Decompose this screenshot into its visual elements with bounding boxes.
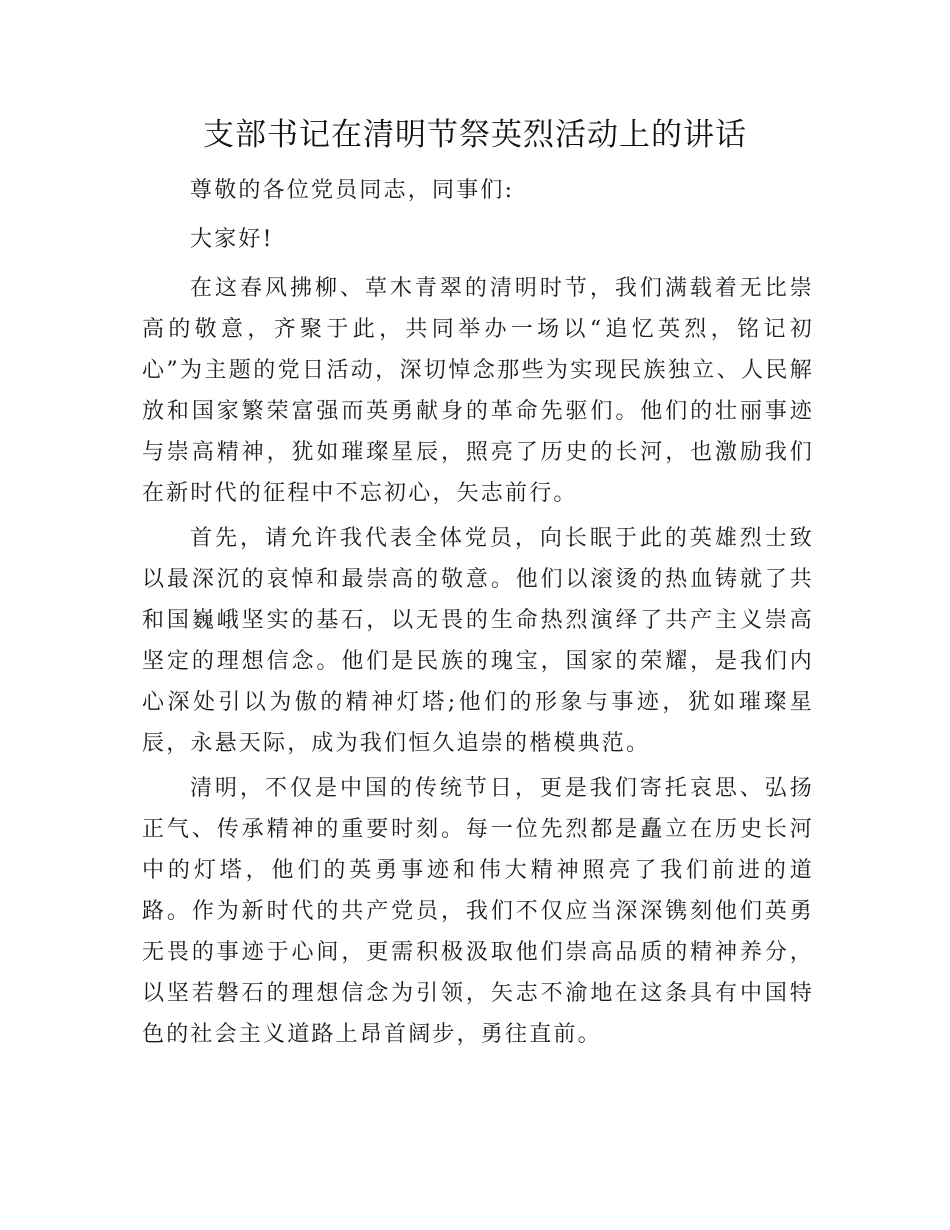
- salutation: 尊敬的各位党员同志，同事们:: [190, 178, 515, 203]
- document-title: 支部书记在清明节祭英烈活动上的讲话: [203, 117, 747, 153]
- paragraph-tribute: 首先，请允许我代表全体党员，向长眠于此的英雄烈士致以最深沉的哀悼和最崇高的敬意。他们以滚烫的热血铸就了共和国巍峨坚实的基石，以无畏的生命热烈演绎了共产主义崇高坚定的理想信念。他们是民族的瑰宝，国家的荣耀，是我们内心深处引以为傲的精神灯塔;他们的形象与事迹，犹如璀璨星辰，永悬天际，成为我们恒久追崇的楷模典范。: [142, 526, 814, 756]
- document-body: [142, 170, 814, 1059]
- paragraph-intro: 在这春风拂柳、草木青翠的清明时节，我们满载着无比崇高的敬意，齐聚于此，共同举办一场以“追忆英烈，铭记初心”为主题的党日活动，深切悼念那些为实现民族独立、人民解放和国家繁荣富强而英勇献身的革命先驱们。他们的壮丽事迹与崇高精神，犹如璀璨星辰，照亮了历史的长河，也激励我们在新时代的征程中不忘初心，矢志前行。: [142, 276, 814, 506]
- paragraph-qingming: 清明，不仅是中国的传统节日，更是我们寄托哀思、弘扬正气、传承精神的重要时刻。每一位先烈都是矗立在历史长河中的灯塔，他们的英勇事迹和伟大精神照亮了我们前进的道路。作为新时代的共产党员，我们不仅应当深深镌刻他们英勇无畏的事迹于心间，更需积极汲取他们崇高品质的精神养分，以坚若磐石的理想信念为引领，矢志不渝地在这条具有中国特色的社会主义道路上昂首阔步，勇往直前。: [142, 776, 814, 1047]
- greeting: 大家好!: [190, 227, 274, 252]
